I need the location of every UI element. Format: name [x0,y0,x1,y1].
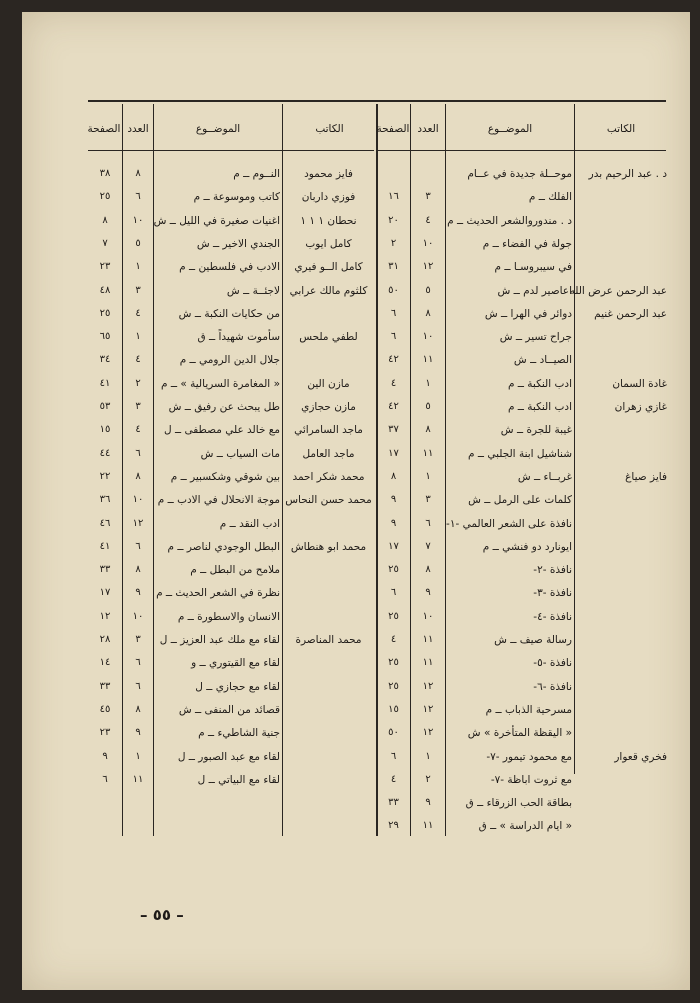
left-issue-cell: ٨ [135,168,141,179]
left-topic-cell: سأموت شهيداً ــ ق [197,331,280,344]
left-page-cell: ١٤ [99,657,111,669]
left-page-cell: ٣٣ [99,680,111,692]
right-topic-cell: اعاصير لدم ــ ش [497,284,572,297]
right-page-cell: ٣١ [388,261,399,273]
right-issue-cell: ١١ [422,634,434,645]
left-page-cell: ٢٣ [99,727,111,739]
left-topic-cell: نظرة في الشعر الحديث ــ م [156,587,280,600]
right-page-cell: ٤٢ [388,401,399,412]
left-page-cell: ٩ [102,750,108,762]
left-issue-cell: ١ [135,261,141,273]
left-author-cell: مازن حجازي [301,401,356,413]
right-page-cell: ٥٠ [388,727,399,739]
left-page-cell: ٢٣ [99,261,111,273]
right-page-cell: ٨ [390,470,397,482]
right-issue-cell: ١٢ [422,261,434,273]
right-page-cell: ٢ [390,237,397,249]
right-issue-cell: ١ [425,470,431,482]
right-author-cell: عبد الرحمن غنيم [594,307,667,320]
right-issue-cell: ١ [425,377,431,389]
right-page-cell: ٦ [390,331,397,343]
left-page-cell: ٤٦ [99,517,111,529]
left-topic-cell: الانسان والاسطورة ــ م [177,610,280,623]
left-topic-cell: جلال الدين الرومي ــ م [179,354,280,367]
left-author-cell: محمد ابو هنطاش [290,540,367,553]
right-page-cell: ٣٧ [388,424,399,436]
left-issue-cell: ٨ [135,470,141,482]
left-page-cell: ١٧ [99,587,111,599]
left-issue-cell: ٦ [135,447,141,459]
right-topic-cell: غربــاء ــ ش [517,470,572,483]
right-issue-cell: ١٢ [422,703,434,715]
right-topic-cell: جراح تسير ــ ش [499,331,572,344]
left-topic-cell: قصائد من المنفى ــ ش [178,703,280,716]
right-topic-cell: رسالة صيف ــ ش [494,634,572,646]
left-issue-cell: ٦ [135,540,141,552]
right-page-cell: ٩ [390,517,397,529]
right-issue-cell: ٣ [425,494,431,506]
left-author-cell: لطفي ملحس [299,331,358,344]
left-issue-cell: ٩ [135,587,141,599]
right-page-cell: ٢٥ [388,564,399,576]
right-topic-cell: الصيــاد ــ ش [513,354,572,367]
right-issue-cell: ١٢ [422,680,434,692]
left-topic-cell: مع خالد علي مصطفى ــ ل [164,424,280,437]
header-rule-right [378,150,666,151]
header-rule-left [88,150,374,151]
right-issue-cell: ٥ [425,401,431,412]
left-issue-cell: ٣ [135,284,141,296]
left-topic-cell: بين شوقي وشكسبير ــ م [170,470,280,483]
right-topic-cell: نافذة -٣- [533,587,572,600]
right-issue-cell: ٨ [425,564,431,576]
right-page-cell: ٢٩ [388,820,399,832]
right-topic-cell: مسرحية الذباب ــ م [485,703,572,716]
left-issue-cell: ٣ [135,401,141,412]
left-author-cell: نحطان ١ ١ ١ [300,214,357,227]
right-page-cell: ٦ [390,307,397,319]
left-issue-cell: ٦ [135,191,141,203]
right-page-cell: ٤ [390,634,397,645]
left-page-cell: ٦ [102,773,108,785]
right-issue-cell: ١٠ [422,331,434,343]
left-author-cell: ماجد العامل [302,447,355,460]
right-issue-cell: ١٢ [422,727,434,739]
right-header-topic: الموضــوع [487,123,533,135]
left-page-cell: ٣٣ [99,564,111,576]
right-page-cell: ١٧ [388,447,399,459]
left-topic-cell: ادب النقد ــ م [219,517,280,530]
right-page-cell: ١٦ [388,191,399,203]
left-page-cell: ٥٣ [99,401,111,412]
left-header-issue: العدد [127,123,149,135]
left-topic-cell: لقاء مع البياتي ــ ل [197,773,280,786]
top-rule [88,100,666,102]
right-author-cell: د . عبد الرحيم بدر [588,168,667,180]
left-page-cell: ٢٥ [99,191,111,203]
left-issue-cell: ١٠ [132,214,144,226]
right-header-issue: العدد [417,123,439,135]
col-divider [574,104,575,774]
left-issue-cell: ١١ [132,773,144,785]
left-page-cell: ١٥ [99,424,111,436]
right-page-cell: ٢٥ [388,657,399,669]
left-topic-cell: طل يبحث عن رفيق ــ ش [168,401,280,413]
left-issue-cell: ٨ [135,564,141,576]
left-topic-cell: لقاء مع ملك عبد العزيز ــ ل [159,634,280,646]
left-topic-cell: لاجئــة ــ ش [226,284,280,297]
left-topic-cell: البطل الوجودي لناصر ــ م [167,540,280,553]
right-issue-cell: ٩ [425,797,431,809]
left-author-cell: كامل ايوب [305,237,352,250]
right-issue-cell: ٦ [425,517,431,529]
right-page-cell: ٢٥ [388,680,399,692]
left-topic-cell: جنية الشاطيء ــ م [198,727,280,740]
left-page-cell: ٣٤ [99,354,111,366]
right-topic-cell: ايونارد دو فنشي ــ م [482,540,572,553]
left-topic-cell: الادب في فلسطين ــ م [179,261,280,274]
left-page-cell: ٣٦ [99,494,111,506]
right-author-cell: غازي زهران [614,401,667,413]
left-issue-cell: ٥ [135,237,141,249]
left-author-cell: محمد حسن النحاس [285,494,372,507]
left-page-cell: ٣٨ [99,168,111,179]
right-page-cell: ٢٥ [388,610,399,622]
left-issue-cell: ١٠ [132,610,144,622]
left-author-cell: فوزي داربان [301,191,356,204]
left-page-cell: ٤١ [99,377,111,389]
right-topic-cell: الفلك ــ م [528,191,572,204]
left-header-topic: الموضــوع [195,123,241,135]
right-topic-cell: د . مندوروالشعر الحديث ــ م [447,214,572,227]
left-issue-cell: ٦ [135,657,141,669]
right-topic-cell: في سيبروسـا ــ م [494,261,572,274]
left-topic-cell: الجندي الاخير ــ ش [196,237,280,250]
right-issue-cell: ٨ [425,307,431,319]
left-author-cell: مازن الين [307,377,350,390]
right-topic-cell: غيبة للجرة ــ ش [500,424,572,437]
left-topic-cell: اغنيات صغيرة في الليل ــ ش [153,214,280,227]
left-header-author: الكاتب [315,123,344,135]
left-page-cell: ٢٢ [99,470,111,482]
left-author-cell: فايز محمود [304,168,353,180]
right-topic-cell: نافذة -٢- [533,564,572,577]
right-issue-cell: ٧ [425,540,431,552]
right-page-cell: ١٥ [388,703,399,715]
left-page-cell: ٤١ [99,540,111,552]
left-page-cell: ١٢ [99,610,111,622]
right-topic-cell: مع محمود تيمور -٧- [486,750,572,763]
right-topic-cell: دوائر في الهرا ــ ش [484,307,572,320]
left-topic-cell: مات السياب ــ ش [200,447,280,460]
left-page-cell: ٧ [102,237,108,249]
page-number: – ٥٥ – [140,906,184,924]
right-topic-cell: « اليقظة المتأخرة » ش [467,727,572,740]
right-page-cell: ٤ [390,773,397,785]
left-topic-cell: موجة الانحلال في الادب ــ م [157,494,280,507]
left-topic-cell: كاتب وموسوعة ــ م [193,191,280,204]
right-issue-cell: ١ [425,750,431,762]
left-issue-cell: ٢ [135,377,141,389]
right-topic-cell: نافذة على الشعر العالمي -١- [446,517,572,530]
right-header-page: الصفحة [376,123,410,135]
right-issue-cell: ١٠ [422,237,434,249]
left-topic-cell: لقاء مع القيتوري ــ و [191,657,280,670]
left-issue-cell: ٩ [135,727,141,739]
right-topic-cell: نافذة -٦- [533,680,572,693]
left-topic-cell: النــوم ــ م [233,168,280,180]
left-issue-cell: ١ [135,331,141,343]
right-issue-cell: ١٠ [422,610,434,622]
right-topic-cell: بطاقة الحب الزرقاء ــ ق [465,797,572,810]
right-issue-cell: ٩ [425,587,431,599]
left-author-cell: ماجد السامرائي [294,424,363,437]
right-topic-cell: جولة في الفضاء ــ م [482,237,572,250]
right-page-cell: ٣٣ [388,797,399,809]
right-page-cell: ٩ [390,494,397,506]
left-author-cell: محمد شكر احمد [292,470,365,483]
right-topic-cell: موحــلة جديدة في عــام [467,168,572,180]
right-issue-cell: ١١ [422,657,434,669]
right-page-cell: ٥٠ [388,284,399,296]
left-author-cell: كامل الــو فيري [294,261,363,274]
right-issue-cell: ٨ [425,424,431,436]
left-author-cell: كلثوم مالك عرابي [289,284,368,297]
left-page-cell: ٦٥ [99,331,111,343]
right-page-cell: ١٧ [388,540,399,552]
left-page-cell: ٨ [102,214,108,226]
right-author-cell: فايز صياغ [625,470,667,483]
right-issue-cell: ١١ [422,820,434,832]
left-issue-cell: ١ [135,750,141,762]
right-page-cell: ٤٢ [388,354,399,366]
left-topic-cell: لقاء مع حجازي ــ ل [195,680,280,693]
right-author-cell: غادة السمان [612,377,667,390]
left-page-cell: ٤٨ [99,284,111,296]
right-topic-cell: مع ثروت اباظة -٧- [490,773,572,786]
right-header-author: الكاتب [606,123,636,135]
left-topic-cell: لقاء مع عبد الصبور ــ ل [177,750,280,763]
left-page-cell: ٤٥ [99,703,111,715]
right-author-cell: فخري قعوار [614,750,667,763]
right-issue-cell: ١١ [422,447,434,459]
left-issue-cell: ٣ [135,634,141,645]
right-topic-cell: نافذة -٤- [533,610,572,623]
left-topic-cell: ملامح من البطل ــ م [190,564,280,577]
right-topic-cell: ادب النكبة ــ م [507,377,572,390]
right-issue-cell: ٢ [425,773,431,785]
left-issue-cell: ٤ [135,424,141,436]
right-issue-cell: ٣ [425,191,431,203]
left-topic-cell: من حكايات النكبة ــ ش [178,307,280,320]
left-issue-cell: ١٢ [132,517,144,529]
left-page-cell: ٤٤ [99,447,111,459]
left-issue-cell: ٤ [135,307,141,319]
left-header-page: الصفحة [87,123,121,135]
left-issue-cell: ٨ [135,703,141,715]
left-page-cell: ٢٥ [99,307,111,319]
right-issue-cell: ٤ [425,214,431,226]
right-issue-cell: ٥ [425,284,431,296]
right-page-cell: ٤ [390,377,397,389]
right-topic-cell: شناشيل ابنة الجلبي ــ م [467,447,572,460]
left-issue-cell: ٦ [135,680,141,692]
right-page-cell: ٦ [390,587,397,599]
right-page-cell: ٢٠ [388,214,399,226]
right-topic-cell: كلمات على الرمل ــ ش [468,494,572,507]
right-topic-cell: ادب النكبة ــ م [507,401,572,413]
right-issue-cell: ١١ [422,354,434,366]
right-page-cell: ٦ [390,750,397,762]
left-author-cell: محمد المناصرة [295,634,362,646]
right-topic-cell: « ايام الدراسة » ــ ق [478,820,572,833]
right-topic-cell: نافذة -٥- [533,657,572,670]
left-issue-cell: ٤ [135,354,141,366]
left-page-cell: ٢٨ [99,634,111,645]
left-topic-cell: « المغامرة السريالية » ــ م [161,377,280,390]
left-issue-cell: ١٠ [132,494,144,506]
right-author-cell: عبد الرحمن عرض الله [569,284,667,297]
